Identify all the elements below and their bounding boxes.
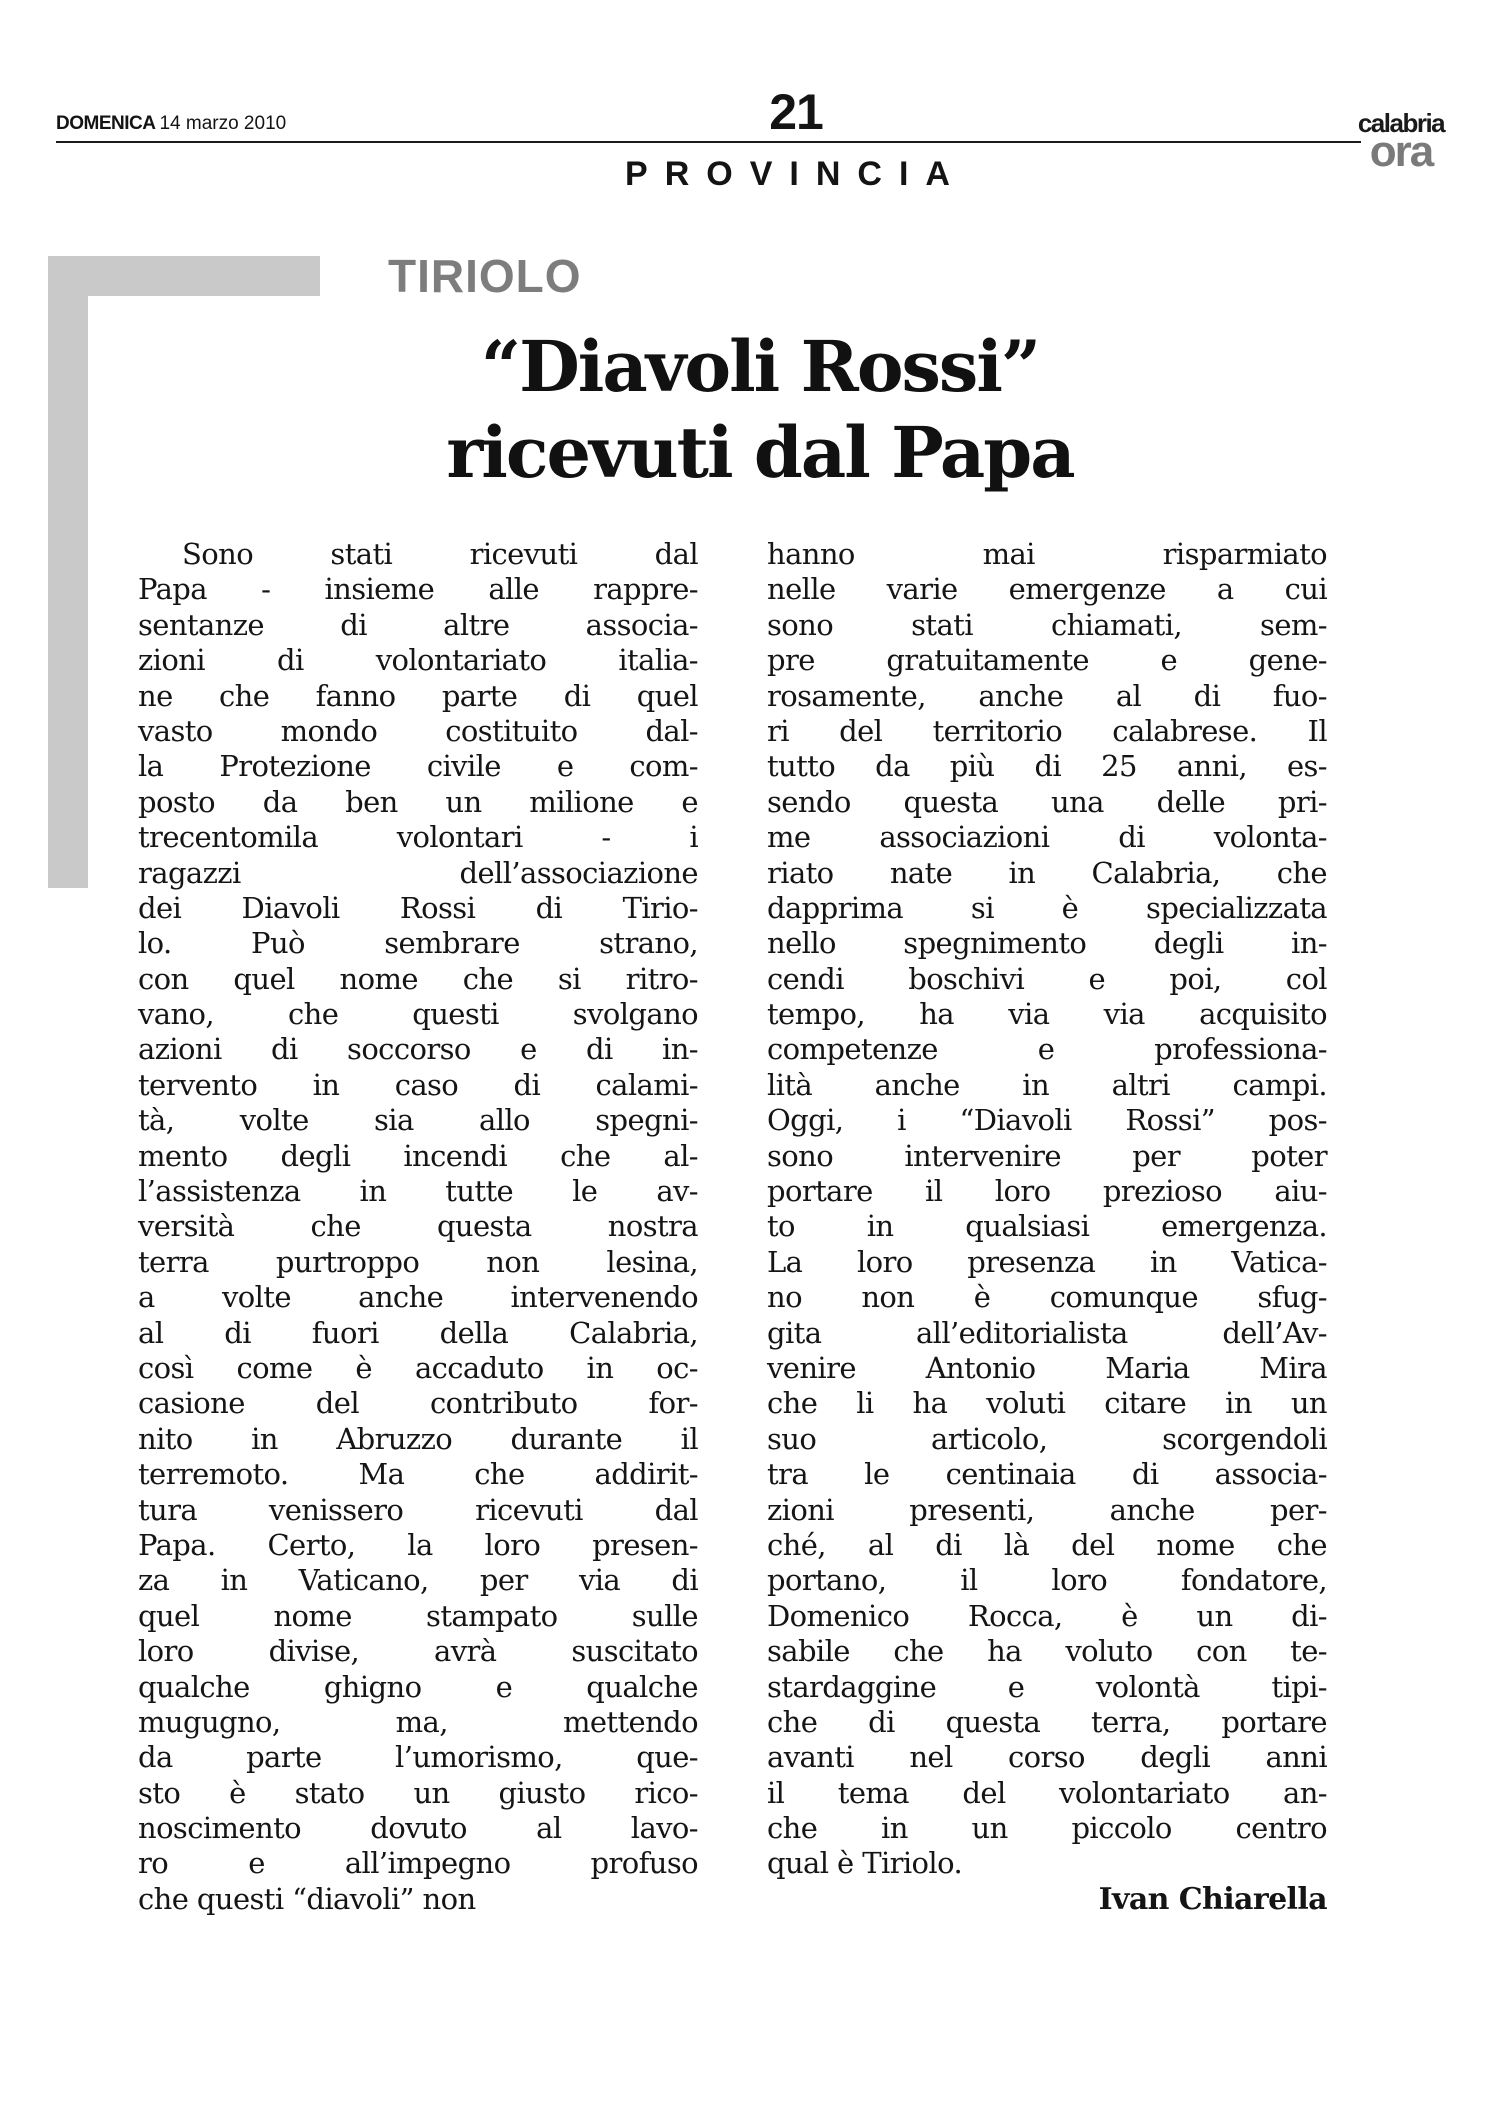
article-text-line: la Protezione civile e com- [138, 749, 698, 784]
article-text-line: nello spegnimento degli in- [767, 926, 1327, 961]
article-text-line: ragazzi dell’associazione [138, 855, 698, 890]
article-text-line: suo articolo, scorgendoli [767, 1421, 1327, 1456]
article-text-line: nito in Abruzzo durante il [138, 1421, 698, 1456]
article-text-line: noscimento dovuto al lavo- [138, 1811, 698, 1846]
article-text-line: stardaggine e volontà tipi- [767, 1669, 1327, 1704]
article-column-right [767, 537, 1327, 1882]
article-text-line: ne che fanno parte di quel [138, 678, 698, 713]
article-text-line: al di fuori della Calabria, [138, 1315, 698, 1350]
article-text-line: Oggi, i “Diavoli Rossi” pos- [767, 1103, 1327, 1138]
article-text-line: tà, volte sia allo spegni- [138, 1103, 698, 1138]
headline-line-1: “Diavoli Rossi” [480, 325, 1040, 408]
article-text-line: qualche ghigno e qualche [138, 1669, 698, 1704]
article-text-line: posto da ben un milione e [138, 784, 698, 819]
article-text-line: qual è Tiriolo. [767, 1846, 963, 1881]
article-text-line: loro divise, avrà suscitato [138, 1634, 698, 1669]
page-header [56, 84, 1444, 194]
article-text-line: no non è comunque sfug- [767, 1280, 1327, 1315]
article-text-line: tra le centinaia di associa- [767, 1457, 1327, 1492]
article-text-line: tervento in caso di calami- [138, 1067, 698, 1102]
article-text-line: quel nome stampato sulle [138, 1598, 698, 1633]
article-text-line: sono stati chiamati, sem- [767, 607, 1327, 642]
article-text-line: che di questa terra, portare [767, 1704, 1327, 1739]
issue-date-text: 14 marzo 2010 [159, 113, 287, 134]
article-text-line: tempo, ha via via acquisito [767, 997, 1327, 1032]
article-text-line: mento degli incendi che al- [138, 1138, 698, 1173]
article-text-line: che li ha voluti citare in un [767, 1386, 1327, 1421]
article-text-line: Papa. Certo, la loro presen- [138, 1527, 698, 1562]
article-text-line: dei Diavoli Rossi di Tirio- [138, 890, 698, 925]
article-text-line: che in un piccolo centro [767, 1811, 1327, 1846]
article-text-line: azioni di soccorso e di in- [138, 1032, 698, 1067]
article-text-line: mugugno, ma, mettendo [138, 1704, 698, 1739]
article-text-line: portare il loro prezioso aiu- [767, 1174, 1327, 1209]
article-text-line: dapprima si è specializzata [767, 890, 1327, 925]
article-text-line: ro e all’impegno profuso [138, 1846, 698, 1881]
article-text-line: a volte anche intervenendo [138, 1280, 698, 1315]
article-text-line: tura venissero ricevuti dal [138, 1492, 698, 1527]
article-kicker: TIRIOLO [388, 250, 582, 302]
masthead-top-word: calabria [1357, 108, 1445, 138]
headline-line-2: ricevuti dal Papa [446, 411, 1074, 494]
article-text-line: il tema del volontariato an- [767, 1775, 1327, 1810]
page-number: 21 [769, 84, 823, 140]
issue-date [56, 112, 286, 136]
article-text-line: l’assistenza in tutte le av- [138, 1174, 698, 1209]
article-text-line: avanti nel corso degli anni [767, 1740, 1327, 1775]
article-text-line: hanno mai risparmiato [767, 537, 1327, 571]
article-text-line: vasto mondo costituito dal- [138, 713, 698, 748]
article-text-line: lità anche in altri campi. [767, 1067, 1327, 1102]
article-text-line: rosamente, anche al di fuo- [767, 678, 1327, 713]
article-text-line: zioni presenti, anche per- [767, 1492, 1327, 1527]
article-text-line: cendi boschivi e poi, col [767, 961, 1327, 996]
article-text-line: trecentomila volontari - i [138, 820, 698, 855]
article-text-line: sono intervenire per poter [767, 1138, 1327, 1173]
article-text-line: sendo questa una delle pri- [767, 784, 1327, 819]
article-text-line: zioni di volontariato italia- [138, 643, 698, 678]
article-text-line: portano, il loro fondatore, [767, 1563, 1327, 1598]
header-rule [56, 141, 1361, 143]
article-text-line: ri del territorio calabrese. Il [767, 713, 1327, 748]
article-text-line: riato nate in Calabria, che [767, 855, 1327, 890]
decorative-bracket-horizontal [48, 256, 320, 296]
article-text-line: casione del contributo for- [138, 1386, 698, 1421]
article-text-line: Papa - insieme alle rappre- [138, 572, 698, 607]
article-text-line: to in qualsiasi emergenza. [767, 1209, 1327, 1244]
article-text-line: tutto da più di 25 anni, es- [767, 749, 1327, 784]
article-text-line: La loro presenza in Vatica- [767, 1244, 1327, 1279]
article-text-line: terra purtroppo non lesina, [138, 1244, 698, 1279]
article-text-line: competenze e professiona- [767, 1032, 1327, 1067]
issue-weekday: DOMENICA [56, 113, 156, 134]
article-text-line: pre gratuitamente e gene- [767, 643, 1327, 678]
newspaper-masthead-logo [1356, 110, 1446, 174]
article-text-line: con quel nome che si ritro- [138, 961, 698, 996]
article-text-line: terremoto. Ma che addirit- [138, 1457, 698, 1492]
article-text-line: Domenico Rocca, è un di- [767, 1598, 1327, 1633]
article-column-left [138, 537, 698, 1917]
article-text-line: ché, al di là del nome che [767, 1527, 1327, 1562]
article-text-line: venire Antonio Maria Mira [767, 1350, 1327, 1385]
article-text-line: che questi “diavoli” non [138, 1881, 476, 1916]
article-text-line: lo. Può sembrare strano, [138, 926, 698, 961]
article-text-line: za in Vaticano, per via di [138, 1563, 698, 1598]
decorative-bracket-vertical [48, 256, 88, 888]
article-text-line: da parte l’umorismo, que- [138, 1740, 698, 1775]
article-text-line: vano, che questi svolgano [138, 997, 698, 1032]
article-text-line: sentanze di altre associa- [138, 607, 698, 642]
masthead-bottom-word: ora [1369, 127, 1433, 176]
article-text-line: così come è accaduto in oc- [138, 1350, 698, 1385]
article-text-line: me associazioni di volonta- [767, 820, 1327, 855]
article-text-line: sto è stato un giusto rico- [138, 1775, 698, 1810]
article-byline: Ivan Chiarella [1098, 1882, 1327, 1917]
article-text-line: nelle varie emergenze a cui [767, 572, 1327, 607]
article-text-line: gita all’editorialista dell’Av- [767, 1315, 1327, 1350]
article-text-line: versità che questa nostra [138, 1209, 698, 1244]
article-text-line: Sono stati ricevuti dal [182, 537, 698, 571]
article-headline [180, 324, 1340, 496]
section-title: PROVINCIA [625, 155, 967, 193]
article-text-line: sabile che ha voluto con te- [767, 1634, 1327, 1669]
